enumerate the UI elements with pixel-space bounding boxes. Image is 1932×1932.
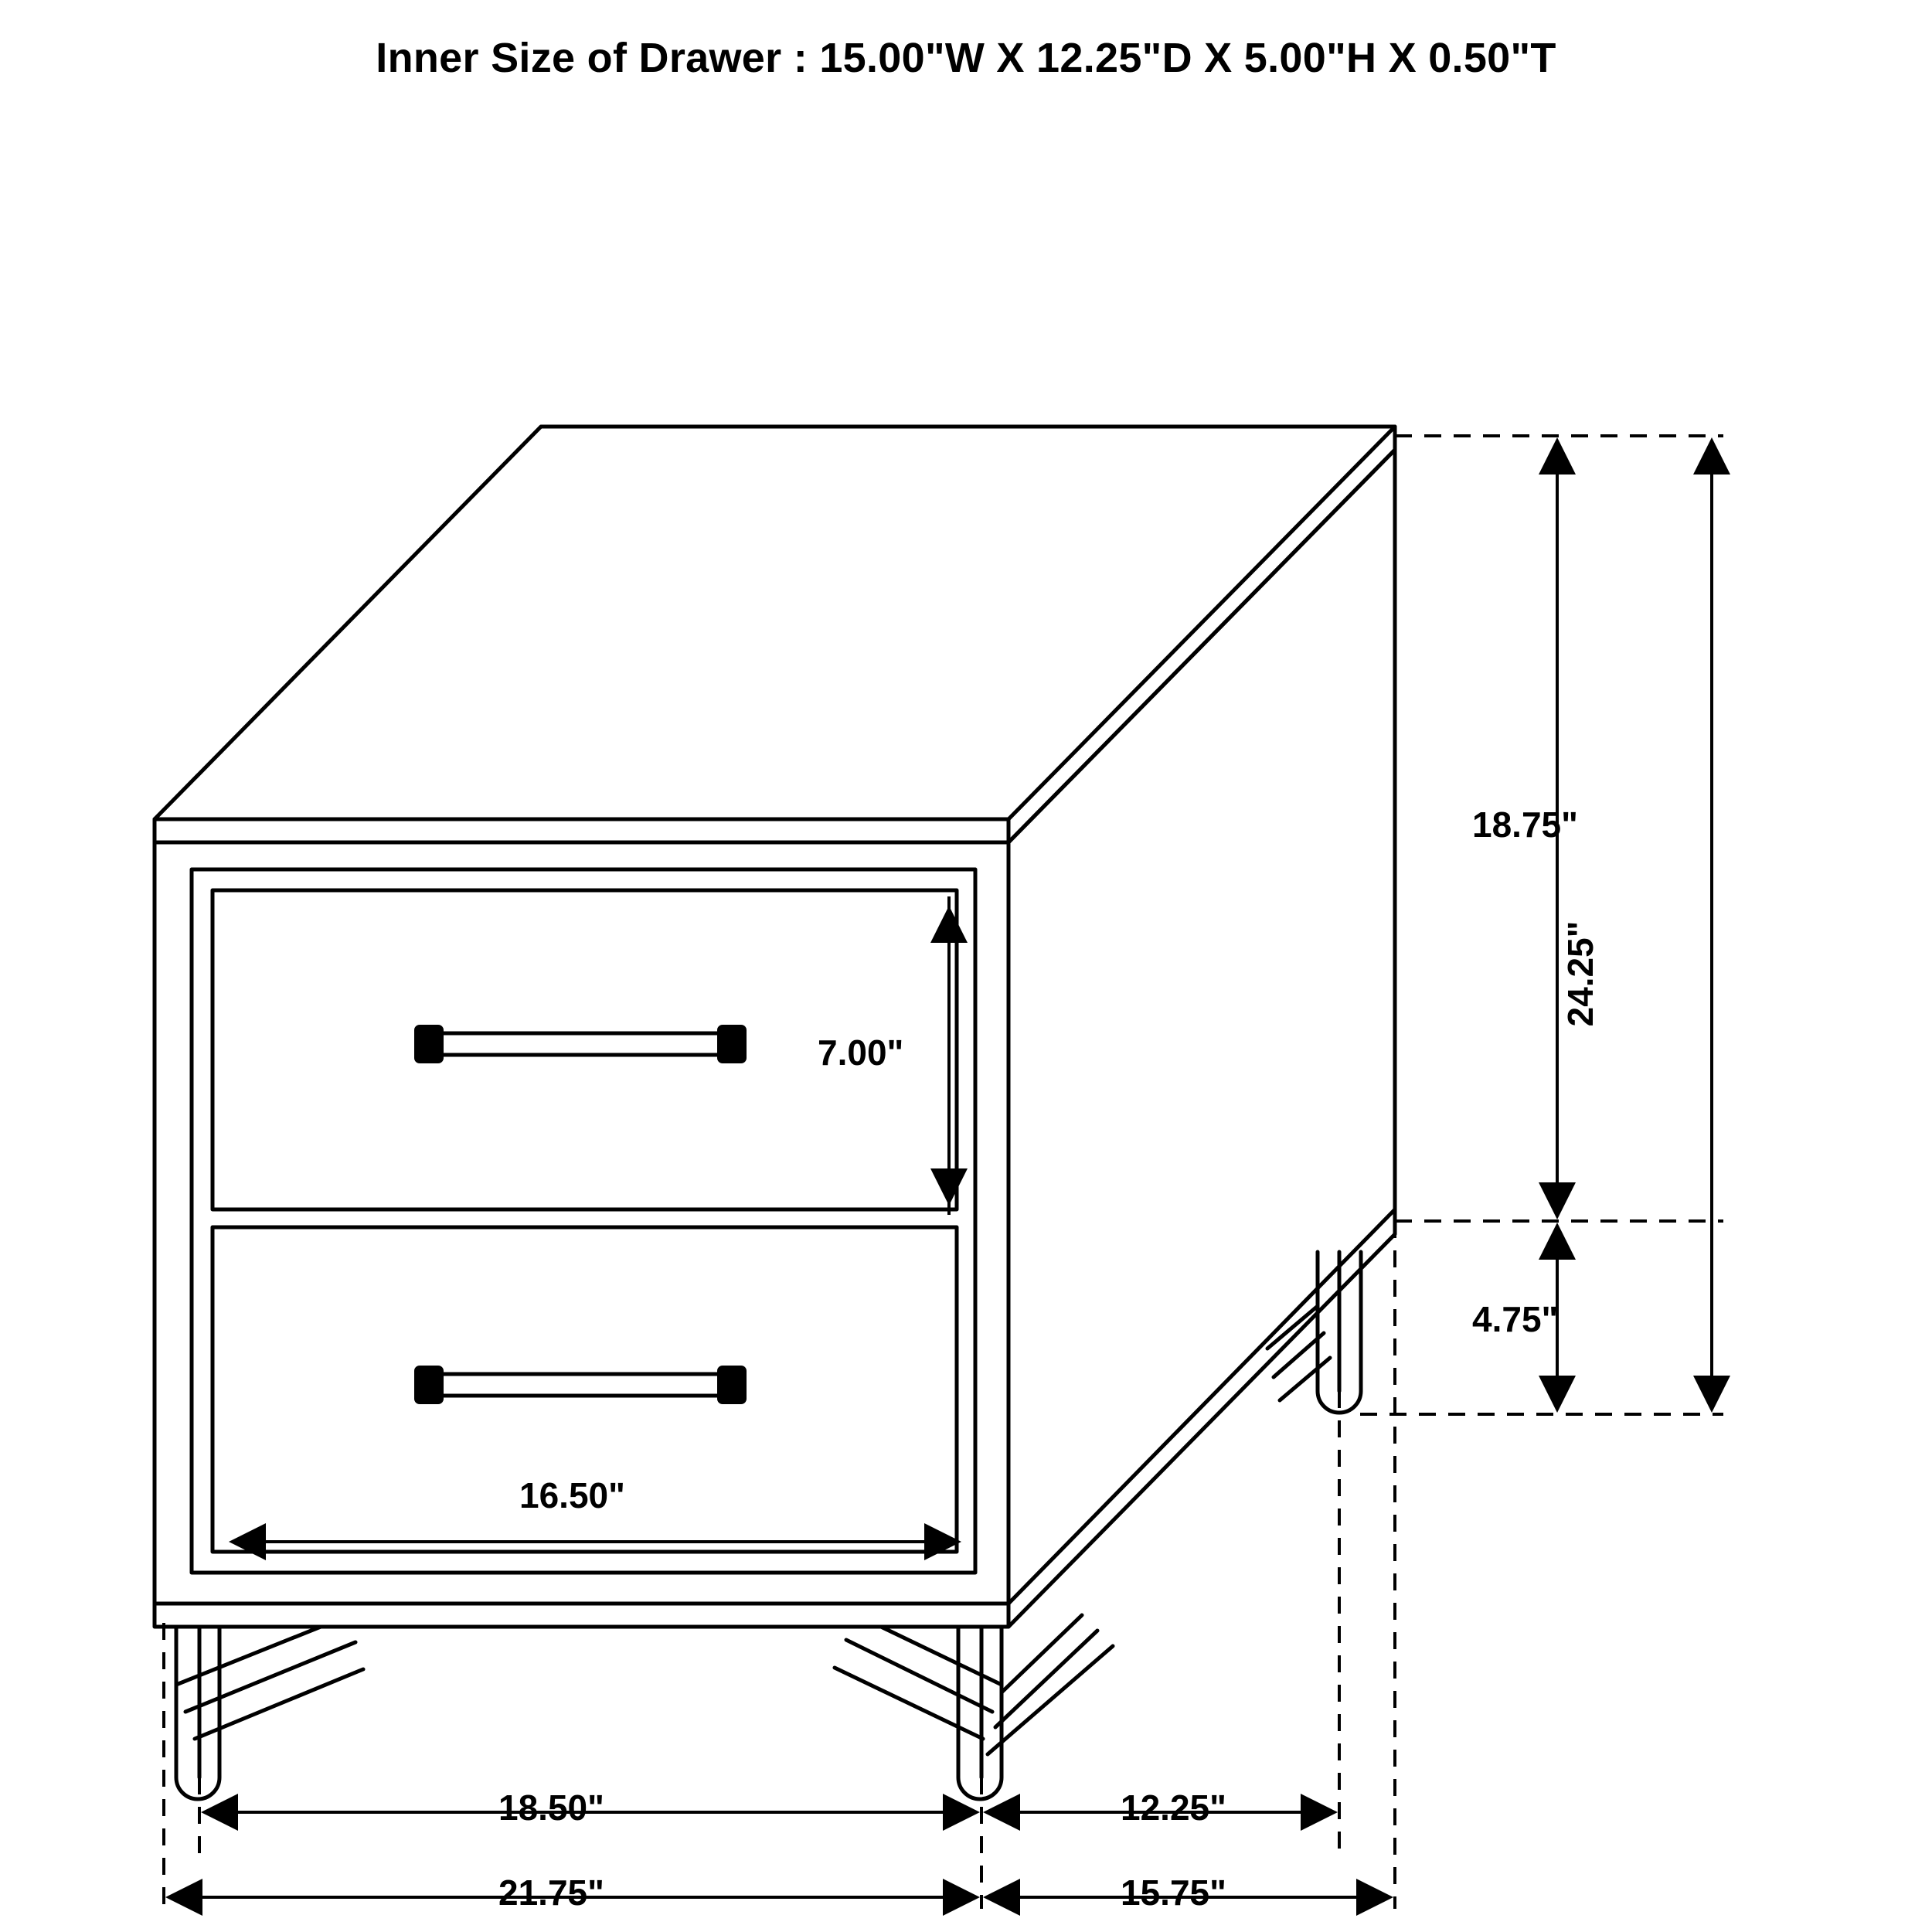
page-title: Inner Size of Drawer : 15.00"W X 12.25"D X 5.00"H X 0.50"T bbox=[376, 35, 1556, 81]
dimension-label-case-height: 18.75" bbox=[1472, 804, 1578, 845]
dimension-label-leg-height: 4.75" bbox=[1472, 1299, 1559, 1339]
dimension-label-drawer-width: 16.50" bbox=[519, 1475, 625, 1515]
dimension-label-overall-depth: 15.75" bbox=[1121, 1872, 1226, 1913]
dimension-label-front-width: 18.50" bbox=[498, 1787, 604, 1828]
cabinet-body bbox=[155, 427, 1395, 1799]
dimension-label-drawer-height: 7.00" bbox=[818, 1032, 904, 1073]
dimension-label-depth: 12.25" bbox=[1121, 1787, 1226, 1828]
dimension-label-overall-height: 24.25" bbox=[1560, 920, 1600, 1027]
dimension-label-overall-width: 21.75" bbox=[498, 1872, 604, 1913]
